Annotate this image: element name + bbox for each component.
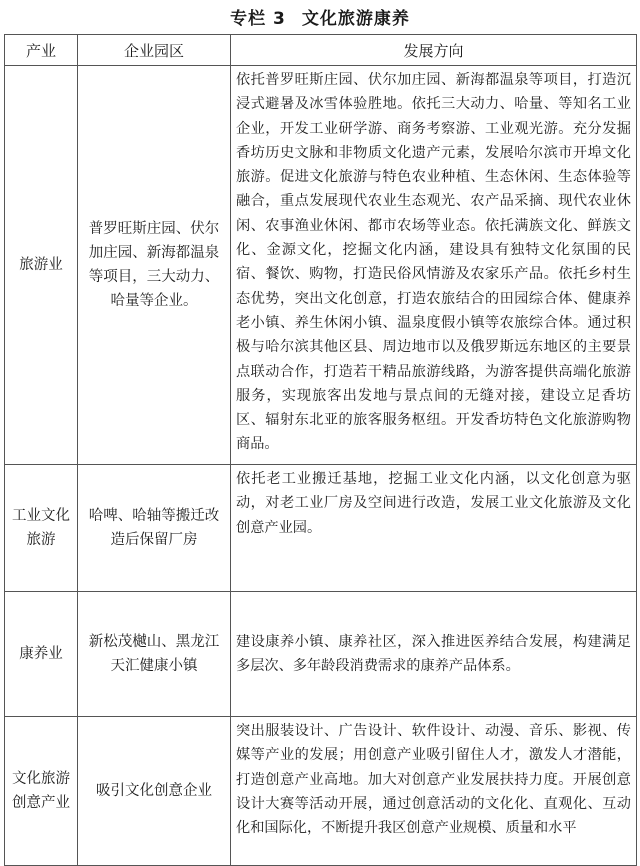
row-direction: 依托普罗旺斯庄园、伏尔加庄园、新海都温泉等项目，打造沉浸式避暑及冰雪体验胜地。依托三大动力、哈量、等知名工业企业，开发工业研学游、商务考察游、工业观光游。充分发掘香坊历史文脉和非物质文化遗产元素，发展哈尔滨市开埠文化旅游。促进文化旅游与特色农业种植、生态休闲、生态体验等融合，重点发展现代农业生态观光、农产品采摘、现代农业休闲、农事渔业休闲、都市农场等业态。依托满族文化、鲜族文化、金源文化，挖掘文化内涵，建设具有独特文化氛围的民宿、餐饮、购物，打造民俗风情游及农家乐产品。依托乡村生态优势，突出文化创意，打造农旅结合的田园综合体、健康养老小镇、养生休闲小镇、温泉度假小镇等农旅综合体。通过积极与哈尔滨其他区县、周边地市以及俄罗斯远东地区的主要景点联动合作，打造若干精品旅游线路，为游客提供高端化旅游服务，实现旅客出发地与景点间的无缝对接，建设立足香坊区、辐射东北亚的旅客服务枢纽。开发香坊特色文化旅游购物商品。 <box>231 66 637 465</box>
row-direction: 依托老工业搬迁基地，挖掘工业文化内涵，以文化创意为驱动，对老工业厂房及空间进行改造，发展工业文化旅游及文化创意产业园。 <box>231 465 637 592</box>
table-row <box>5 66 637 465</box>
row-industry: 康养业 <box>5 592 78 717</box>
box-title <box>0 4 640 29</box>
table-row <box>5 717 637 866</box>
header-parks: 企业园区 <box>78 35 231 66</box>
box-title-text: 文化旅游康养 <box>301 9 410 29</box>
row-parks: 哈啤、哈轴等搬迁改造后保留厂房 <box>78 465 231 592</box>
header-direction: 发展方向 <box>231 35 637 66</box>
row-industry: 旅游业 <box>5 66 78 465</box>
table-row <box>5 592 637 717</box>
row-parks: 新松茂樾山、黑龙江天汇健康小镇 <box>78 592 231 717</box>
row-industry: 文化旅游创意产业 <box>5 717 78 866</box>
culture-tourism-table <box>4 34 637 866</box>
table-row <box>5 465 637 592</box>
header-industry: 产业 <box>5 35 78 66</box>
box-title-label: 专栏 3 <box>230 9 286 29</box>
row-direction: 突出服装设计、广告设计、软件设计、动漫、音乐、影视、传媒等产业的发展；用创意产业吸引留住人才，激发人才潜能，打造创意产业高地。加大对创意产业发展扶持力度。开展创意设计大赛等活动开展，通过创意活动的文化化、直观化、互动化和国际化，不断提升我区创意产业规模、质量和水平 <box>231 717 637 866</box>
row-industry: 工业文化旅游 <box>5 465 78 592</box>
row-parks: 普罗旺斯庄园、伏尔加庄园、新海都温泉等项目，三大动力、哈量等企业。 <box>78 66 231 465</box>
table-header-row <box>5 35 637 66</box>
row-direction: 建设康养小镇、康养社区，深入推进医养结合发展，构建满足多层次、多年龄段消费需求的康养产品体系。 <box>231 592 637 717</box>
row-parks: 吸引文化创意企业 <box>78 717 231 866</box>
